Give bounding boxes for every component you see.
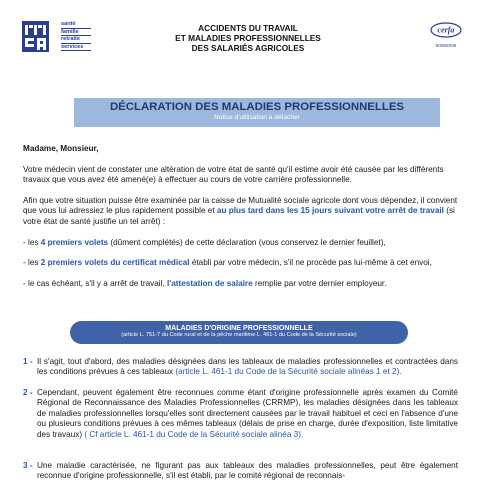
intro-paragraph: Votre médecin vient de constater une altération de votre état de santé qu'il estime avoir été causée par les différents travaux que vous avez été amené(e) à effectuer au cours de votre carrière professionnelle. — [23, 165, 444, 185]
text-span: (si votre état de santé justifie un tel arrêt) : — [23, 206, 455, 226]
highlight: l'attestation de salaire — [167, 279, 253, 288]
deadline-highlight: au plus tard dans les 15 jours suivant votre arrêt de travail — [216, 206, 444, 216]
text-span: - le cas échéant, s'il y a arrêt de travail, — [23, 279, 167, 288]
salutation: Madame, Monsieur, — [23, 144, 99, 153]
instruction-paragraph — [23, 196, 458, 227]
tagline-line: retraite — [61, 36, 91, 44]
list-item — [23, 238, 458, 248]
tagline-line: services — [61, 44, 91, 52]
msa-logo — [22, 21, 49, 52]
section-header — [70, 321, 408, 344]
section-title: MALADIES D'ORIGINE PROFESSIONNELLE — [165, 324, 313, 332]
cerfa-logo — [430, 22, 462, 38]
item-text: Cependant, peuvent également être reconnues comme étant d'origine professionnelle après examen du Comité Régional de Reconnaissance des Maladies Professionnelles (CRRMP), les maladies désignées dans les tableaux de maladies professionnelles lorsqu'elles sont directement causées par le travail habituel et ceci en l'absence d'une ou plusieurs conditions prévues à ces mêmes tableaux (délais de prise en charge, durée d'exposition, liste limitative des travaux) — [37, 388, 458, 439]
section-subtitle: (article L. 751-7 du Code rural et de la pêche maritime L. 461-1 du Code de la Sécurité sociale) — [121, 332, 357, 339]
title-banner — [74, 98, 440, 127]
item-text: Il s'agit, tout d'abord, des maladies désignées dans les tableaux de maladies professionnelles et contractées dans les conditions prévues à ces tableaux — [37, 357, 458, 377]
text-span: établi par votre médecin, s'il ne procède pas lui-même à cet envoi, — [189, 258, 432, 267]
text-span: Afin que votre situation puisse être examinée par la caisse de Mutualité sociale agricole dont vous dépendez, il convient que vous lui adressiez le plus rapidement possible et — [23, 196, 458, 216]
item-text: Une maladie caractérisée, ne figurant pas aux tableaux des maladies professionnelles, peut être également reconnue d'origine professionnelle, s'il est établi, par le comité régional de reconnais- — [37, 461, 458, 480]
numbered-item — [23, 357, 458, 378]
document-title — [150, 23, 346, 54]
msa-tagline — [61, 21, 91, 51]
item-number: 2 - — [23, 388, 33, 397]
text-span: - les — [23, 258, 41, 267]
numbered-item — [23, 388, 458, 440]
list-item — [23, 258, 458, 268]
text-span: (dûment complétés) de cette déclaration (vous conservez le dernier feuillet), — [108, 238, 386, 247]
cerfa-number: 50055#06 — [435, 43, 457, 48]
banner-title: DÉCLARATION DES MALADIES PROFESSIONNELLES — [109, 101, 405, 113]
highlight: 2 premiers volets du certificat médical — [40, 258, 190, 267]
list-item — [23, 279, 458, 289]
numbered-item — [23, 461, 458, 480]
highlight: 4 premiers volets — [40, 238, 109, 247]
cerfa-label: cerfa — [437, 25, 455, 35]
banner-subtitle: Notice d'utilisation à détacher — [214, 114, 300, 121]
text-span: - les — [23, 238, 41, 247]
item-number: 3 - — [23, 461, 33, 470]
item-number: 1 - — [23, 357, 33, 366]
title-line: DES SALARIÉS AGRICOLES — [191, 43, 305, 54]
title-line: ACCIDENTS DU TRAVAIL — [198, 23, 298, 33]
title-line: ET MALADIES PROFESSIONNELLES — [175, 33, 321, 44]
tagline-line: santé — [61, 21, 91, 29]
text-span: remplie par votre dernier employeur. — [252, 279, 387, 288]
tagline-line: famille — [61, 29, 91, 37]
legal-reference-link[interactable]: (article L. 461-1 du Code de la Sécurité sociale alinéas 1 et 2). — [175, 367, 402, 377]
legal-reference-link[interactable]: ( Cf article L. 461-1 du Code de la Sécurité sociale alinéa 3). — [84, 429, 304, 439]
